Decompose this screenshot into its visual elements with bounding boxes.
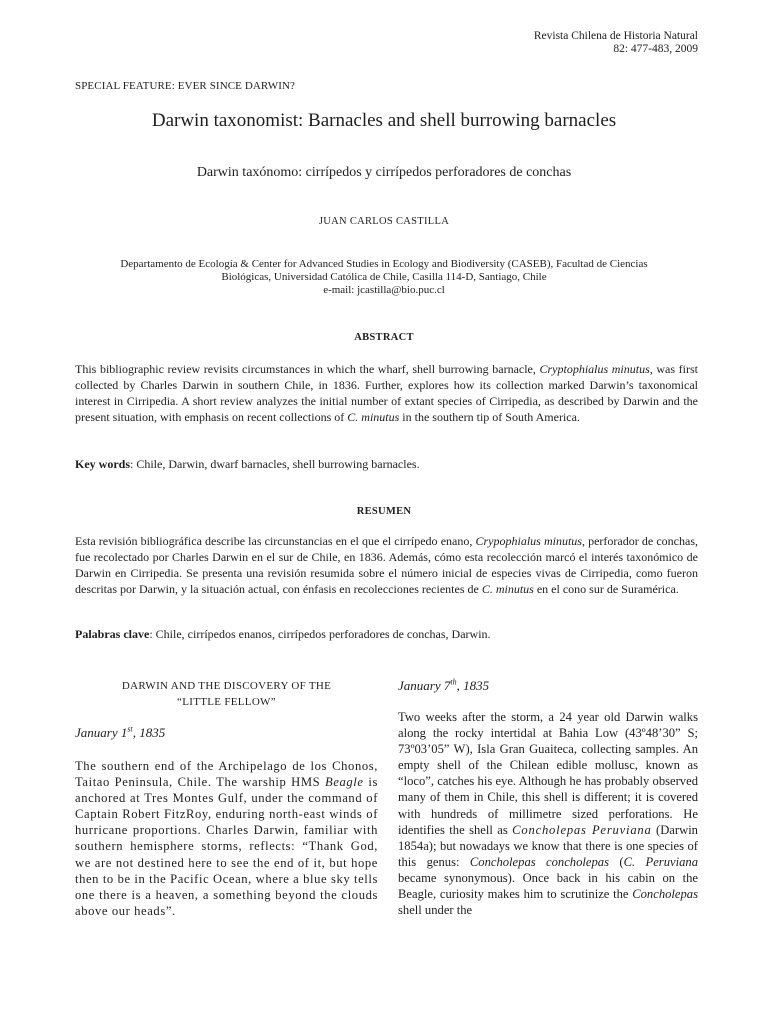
article-title: Darwin taxonomist: Barnacles and shell burrowing barnacles bbox=[151, 110, 617, 131]
paragraph-text: is anchored at Tres Montes Gulf, under the command of Captain Robert FitzRoy, enduring north-east winds of hurricane proportions. Charles Darwin, familiar with southern hemisphere storms, reflects: “Thank God, we are not destined here to see the end of it, but hope then to be in the Pacific Ocean, where a blue sky tells one there is a heaven, a something beyond the clouds above our heads”. bbox=[75, 775, 378, 918]
species-name: Crypophialus minutus bbox=[475, 534, 582, 548]
section-heading-line-2: “LITTLE FELLOW” bbox=[177, 696, 276, 708]
date-text: , 1835 bbox=[456, 678, 490, 693]
date-heading-left bbox=[75, 725, 165, 741]
species-name: Concholepas Peruviana bbox=[512, 822, 652, 837]
species-name: C. Peruviana bbox=[623, 854, 698, 869]
palabras-clave-text: : Chile, cirrípedos enanos, cirrípedos perforadores de conchas, Darwin. bbox=[149, 627, 491, 641]
date-text: January 7 bbox=[398, 678, 451, 693]
resumen-text-part: en el cono sur de Suramérica. bbox=[533, 582, 679, 596]
section-heading-line-1: DARWIN AND THE DISCOVERY OF THE bbox=[121, 680, 332, 692]
affiliation-line-2: Biológicas, Universidad Católica de Chile, Casilla 114-D, Santiago, Chile bbox=[221, 271, 547, 283]
species-name: C. minutus bbox=[347, 410, 400, 424]
resumen-text bbox=[75, 533, 698, 597]
author-affiliation bbox=[78, 258, 690, 297]
paragraph-text: shell under the bbox=[398, 903, 473, 918]
keywords bbox=[75, 456, 698, 472]
species-name: C. minutus bbox=[481, 582, 534, 596]
abstract-text-part: This bibliographic review revisits circumstances in which the wharf, shell burrowing barnacle, bbox=[75, 362, 540, 376]
resumen-text-part: , perforador de conchas, fue recolectado por Charles Darwin en el sur de Chile, en 1836. Además, cómo esta recolección marcó el interés taxonómico de Darwin en Cirripedia. Se presenta una revisión resumida sobre el número inicial de especies vivas de Cirripedia, como fueron descritas por Darwin, y la situación actual, con énfasis en recolecciones recientes de bbox=[75, 534, 698, 596]
author-name: JUAN CARLOS CASTILLA bbox=[318, 216, 450, 227]
journal-header bbox=[534, 30, 698, 56]
paragraph-text: became synonymous). Once back in his cabin on the Beagle, curiosity makes him to scrutinize the bbox=[398, 870, 698, 902]
paragraph-text: The southern end of the Archipelago de los Chonos, Taitao Peninsula, Chile. The warship HMS bbox=[75, 759, 378, 790]
species-name: Concholepas concholepas bbox=[469, 854, 609, 869]
palabras-clave bbox=[75, 626, 698, 642]
left-column-paragraph bbox=[75, 758, 378, 919]
ship-name: Beagle bbox=[325, 775, 364, 790]
abstract-text-part: , was first collected by Charles Darwin in southern Chile, in 1836. Further, explores how its collection marked Darwin’s taxonomical interest in Cirripedia. A short review analyzes the initial number of extant species of Cirripedia, as described by Darwin and the present situation, with emphasis on recent collections of bbox=[75, 362, 698, 424]
species-name: Cryptophialus minutus bbox=[539, 362, 650, 376]
date-heading-right bbox=[398, 678, 489, 694]
resumen-text-part: Esta revisión bibliográfica describe las circunstancias en el que el cirrípedo enano, bbox=[75, 534, 476, 548]
paragraph-text: Two weeks after the storm, a 24 year old Darwin walks along the rocky intertidal at Bahia Low (43º48’30” S; 73º03’05” W), Isla Gran Guaiteca, collecting samples. An empty shell of the Chilean edible mollusc, known as “loco”, catches his eye. Although he has probably observed many of them in Chile, this shell is different; it is covered with hundreds of millimetre sized perforations. He identifies the shell as bbox=[398, 710, 698, 837]
date-text: , 1835 bbox=[132, 725, 166, 740]
date-superscript: st bbox=[127, 724, 133, 734]
paragraph-text: (Darwin 1854a); but nowadays we know that there is one species of this genus: bbox=[398, 822, 698, 869]
species-name: Concholepas bbox=[632, 887, 698, 902]
keywords-label: Key words bbox=[75, 457, 130, 471]
feature-label: SPECIAL FEATURE: EVER SINCE DARWIN? bbox=[75, 80, 296, 92]
journal-name: Revista Chilena de Historia Natural bbox=[533, 30, 698, 42]
journal-citation: 82: 477-483, 2009 bbox=[613, 43, 698, 55]
resumen-heading: RESUMEN bbox=[356, 506, 412, 517]
author-email: e-mail: jcastilla@bio.puc.cl bbox=[323, 284, 445, 296]
abstract-text bbox=[75, 361, 698, 425]
abstract-heading: ABSTRACT bbox=[354, 332, 414, 343]
keywords-text: : Chile, Darwin, dwarf barnacles, shell burrowing barnacles. bbox=[130, 457, 420, 471]
abstract-text-part: in the southern tip of South America. bbox=[399, 410, 580, 424]
article-subtitle: Darwin taxónomo: cirrípedos y cirrípedos perforadores de conchas bbox=[196, 165, 572, 180]
section-heading bbox=[75, 678, 378, 710]
date-text: January 1 bbox=[75, 725, 128, 740]
affiliation-line-1: Departamento de Ecología & Center for Advanced Studies in Ecology and Biodiversity (CASEB), Facultad de Ciencias bbox=[120, 258, 648, 270]
palabras-clave-label: Palabras clave bbox=[75, 627, 150, 641]
date-superscript: th bbox=[450, 677, 457, 687]
right-column-paragraph bbox=[398, 709, 698, 918]
paragraph-text: ( bbox=[608, 854, 624, 869]
